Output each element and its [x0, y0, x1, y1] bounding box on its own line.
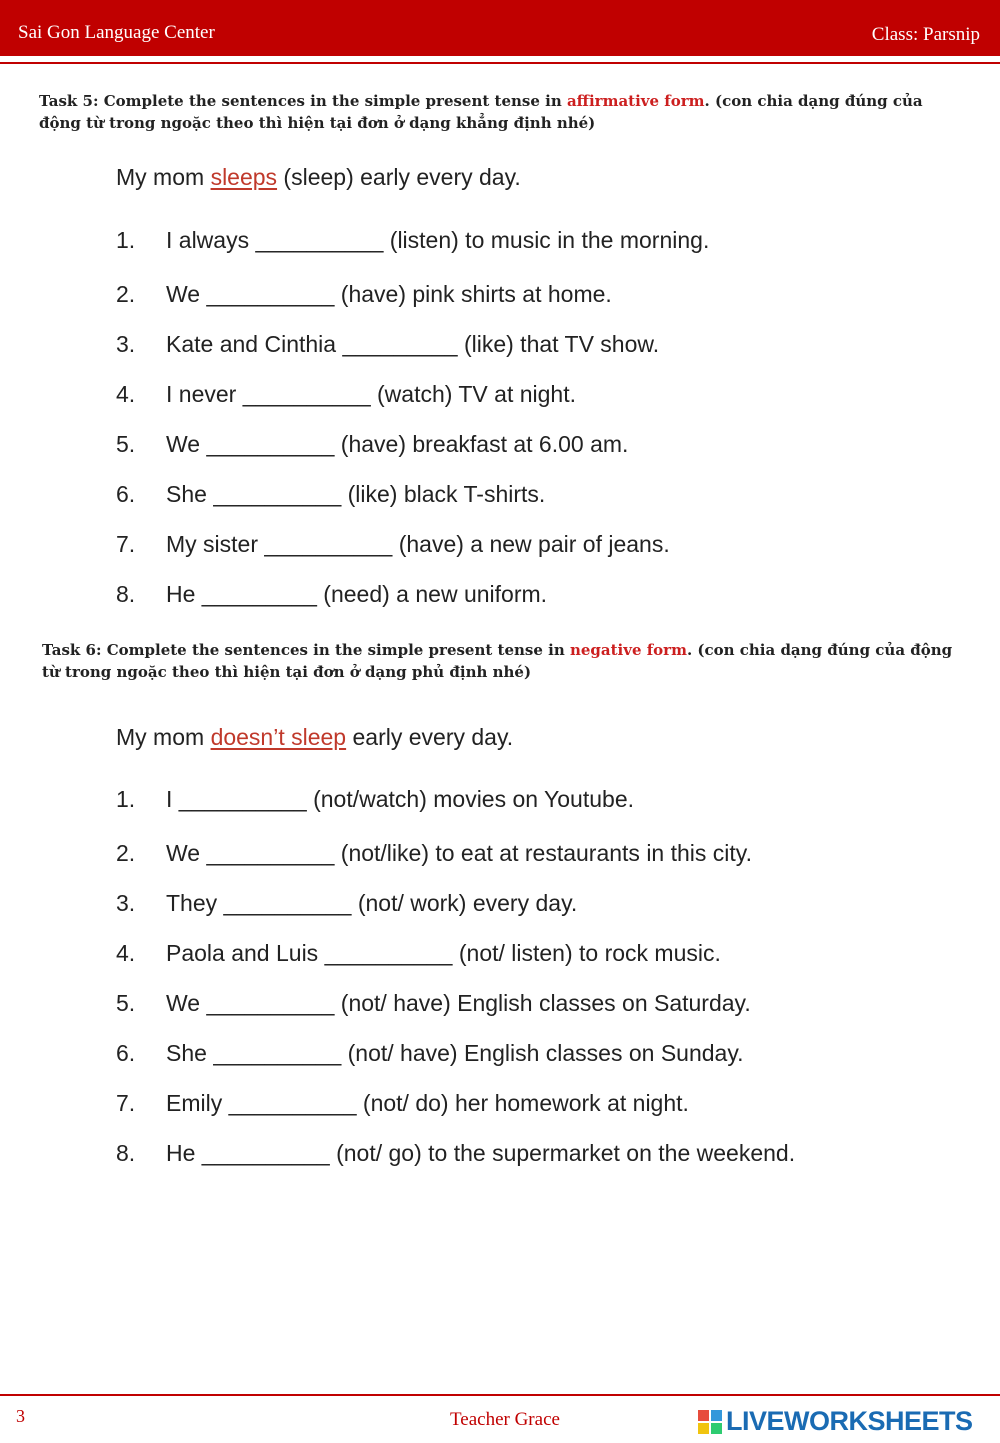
item-text: My sister __________ (have) a new pair of jeans. — [166, 531, 670, 557]
item-text: She __________ (not/ have) English classes on Sunday. — [166, 1040, 744, 1066]
footer-divider — [0, 1394, 1000, 1396]
task6-example-answer: doesn’t sleep — [210, 724, 347, 750]
item-text: I __________ (not/watch) movies on Youtube. — [166, 786, 635, 812]
liveworksheets-brand: LIVEWORKSHEETS — [726, 1406, 973, 1436]
task5-example-post: (sleep) early every day. — [277, 164, 521, 190]
item-number: 6. — [116, 1040, 136, 1066]
item-text: She __________ (like) black T-shirts. — [166, 481, 546, 507]
task6-title — [42, 639, 972, 683]
item-number: 3. — [116, 331, 136, 357]
task6-item — [116, 1039, 744, 1067]
task5-title-highlight: affirmative form — [566, 92, 705, 110]
teacher-name: Teacher Grace — [450, 1409, 560, 1430]
item-text: Kate and Cinthia _________ (like) that TV show. — [166, 331, 660, 357]
liveworksheets-logo[interactable] — [697, 1406, 973, 1437]
item-number: 1. — [116, 786, 136, 812]
item-text: Paola and Luis __________ (not/ listen) to rock music. — [166, 940, 721, 966]
item-number: 3. — [116, 890, 136, 916]
header-divider — [0, 62, 1000, 64]
task6-item — [116, 889, 577, 917]
task6-item — [116, 989, 751, 1017]
item-number: 5. — [116, 990, 136, 1016]
task6-title-text: Task 6: Complete the sentences in the simple present tense in — [42, 641, 570, 659]
item-text: We __________ (not/ have) English classes on Saturday. — [166, 990, 751, 1016]
task5-item — [116, 380, 576, 408]
task5-title-note: . (con chia dạng đúng của động từ trong ngoặc theo thì hiện tại đơn ở dạng khẳng định nhé) — [39, 92, 923, 132]
task6-item — [116, 839, 752, 867]
task6-item — [116, 785, 634, 813]
item-number: 4. — [116, 381, 136, 407]
task5-item — [116, 480, 545, 508]
task6-item — [116, 1089, 689, 1117]
task6-item — [116, 1139, 795, 1167]
task5-title-text: Task 5: Complete the sentences in the simple present tense in — [39, 92, 567, 110]
task5-item — [116, 430, 628, 458]
task5-item — [116, 330, 659, 358]
task5-example — [116, 163, 521, 191]
task6-title-highlight: negative form — [569, 641, 687, 659]
task6-example — [116, 723, 513, 751]
item-text: We __________ (not/like) to eat at restaurants in this city. — [166, 840, 752, 866]
item-number: 4. — [116, 940, 136, 966]
item-text: He __________ (not/ go) to the supermarket on the weekend. — [166, 1140, 796, 1166]
liveworksheets-icon — [697, 1409, 723, 1435]
item-number: 1. — [116, 227, 136, 253]
page-number: 3 — [16, 1406, 25, 1426]
task5-item — [116, 280, 612, 308]
item-number: 2. — [116, 840, 136, 866]
task5-title — [39, 90, 969, 134]
item-number: 5. — [116, 431, 136, 457]
task5-item — [116, 530, 670, 558]
task6-example-pre: My mom — [116, 724, 211, 750]
task5-item — [116, 580, 547, 608]
center-name: Sai Gon Language Center — [18, 22, 215, 43]
item-number: 7. — [116, 531, 136, 557]
item-number: 2. — [116, 281, 136, 307]
task5-item — [116, 226, 709, 254]
task6-item — [116, 939, 721, 967]
item-text: I never __________ (watch) TV at night. — [166, 381, 577, 407]
item-number: 8. — [116, 581, 136, 607]
item-number: 6. — [116, 481, 136, 507]
item-text: Emily __________ (not/ do) her homework at night. — [166, 1090, 689, 1116]
item-text: They __________ (not/ work) every day. — [166, 890, 578, 916]
item-text: We __________ (have) breakfast at 6.00 am. — [166, 431, 629, 457]
task6-title-note: . (con chia dạng đúng của động từ trong ngoặc theo thì hiện tại đơn ở dạng phủ định nhé) — [42, 641, 953, 681]
item-text: We __________ (have) pink shirts at home. — [166, 281, 612, 307]
page-header — [0, 0, 1000, 56]
class-name: Class: Parsnip — [871, 24, 980, 45]
task6-example-post: early every day. — [346, 724, 514, 750]
task5-example-pre: My mom — [116, 164, 211, 190]
task5-example-answer: sleeps — [210, 164, 278, 190]
item-text: I always __________ (listen) to music in the morning. — [166, 227, 710, 253]
item-number: 7. — [116, 1090, 136, 1116]
item-text: He _________ (need) a new uniform. — [166, 581, 548, 607]
item-number: 8. — [116, 1140, 136, 1166]
